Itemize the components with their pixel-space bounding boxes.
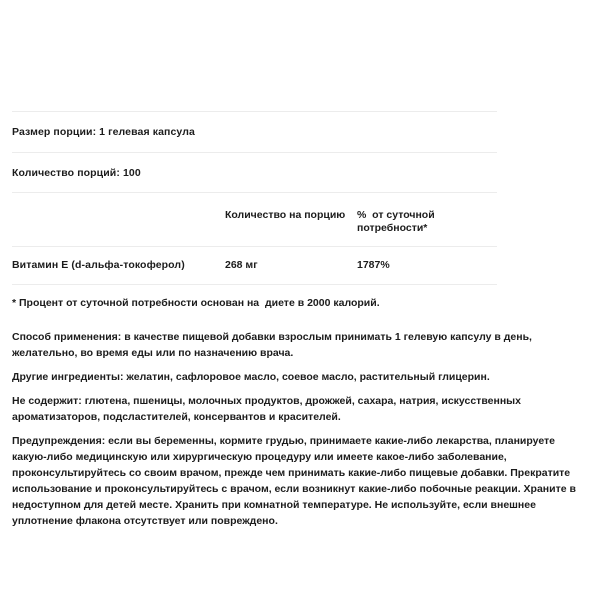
warnings-paragraph: Предупреждения: если вы беременны, кормите грудью, принимаете какие-либо лекарства, планируете какую-либо медицинскую или хирургическую процедуру или имеете какое-либо заболевание, проконсультируйтесь со своим врачом, прежде чем принимать какие-либо пищевые добавки. Прекратите использование и проконсультируйтесь с врачом, если возникнут какие-либо побочные реакции. Храните в недоступном для детей месте. Хранить при комнатной температуре. Не используйте, если внешнее уплотнение флакона отсутствует или повреждено. [12,435,576,527]
label-paragraphs [12,329,588,529]
divider-after-column-headers [12,246,497,247]
column-header-daily-value [357,209,435,235]
servings-per-container-text: Количество порций: 100 [12,167,141,179]
divider-after-serving-size [12,152,497,153]
divider-after-servings-per-container [12,192,497,193]
serving-size-text: Размер порции: 1 гелевая капсула [12,126,195,138]
other-ingredients-paragraph: Другие ингредиенты: желатин, сафлоровое масло, соевое масло, растительный глицерин. [12,371,490,383]
directions-paragraph: Способ применения: в качестве пищевой добавки взрослым принимать 1 гелевую капсулу в день, желательно, во время еды или по назначению врача. [12,331,532,359]
nutrient-daily-value: 1787% [357,259,390,271]
column-header-amount-per-serving: Количество на порцию [225,209,346,221]
divider-after-nutrient-row [12,284,497,285]
divider-top [12,111,497,112]
nutrient-amount: 268 мг [225,259,258,271]
column-header-daily-value-line2: потребности* [357,222,428,234]
free-of-paragraph: Не содержит: глютена, пшеницы, молочных продуктов, дрожжей, сахара, натрия, искусственных ароматизаторов, подсластителей, консервантов и красителей. [12,395,521,423]
daily-value-footnote: * Процент от суточной потребности основан на диете в 2000 калорий. [12,297,380,309]
column-header-daily-value-line1: % от суточной [357,209,435,221]
nutrient-name: Витамин Е (d-альфа-токоферол) [12,259,185,271]
